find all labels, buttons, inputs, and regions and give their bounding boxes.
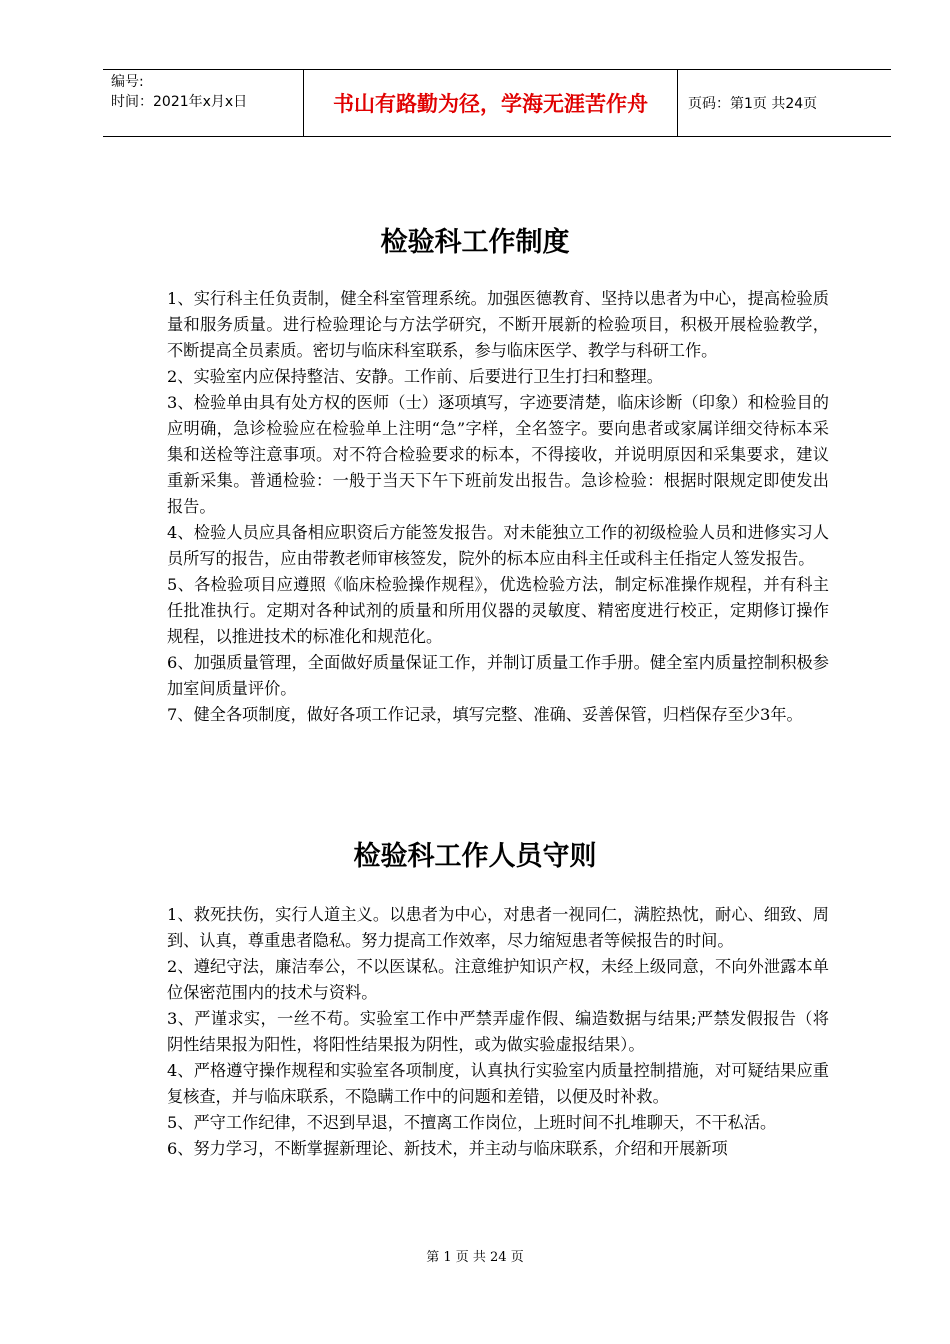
section1-title: 检验科工作制度: [380, 227, 570, 258]
header-page-label: 页码：第1页 共24页: [688, 96, 818, 112]
section2-item: 4、严格遵守操作规程和实验室各项制度，认真执行实验室内质量控制措施，对可疑结果应重复核查，并与临床联系，不隐瞒工作中的问题和差错，以便及时补救。: [167, 1061, 829, 1106]
section2-item: 2、遵纪守法，廉洁奉公，不以医谋私。注意维护知识产权，未经上级同意，不向外泄露本单位保密范围内的技术与资料。: [167, 957, 829, 1002]
section2-item: 1、救死扶伤，实行人道主义。以患者为中心，对患者一视同仁，满腔热忱，耐心、细致、周到、认真，尊重患者隐私。努力提高工作效率，尽力缩短患者等候报告的时间。: [167, 905, 829, 950]
section1-item: 4、检验人员应具备相应职资后方能签发报告。对未能独立工作的初级检验人员和进修实习人员所写的报告，应由带教老师审核签发，院外的标本应由科主任或科主任指定人签发报告。: [167, 523, 829, 568]
section2-title: 检验科工作人员守则: [353, 841, 597, 872]
header-meta: [103, 70, 304, 136]
header-date-label: 时间：2021年x月x日: [111, 94, 248, 110]
section1-body: [167, 286, 829, 728]
section2-item: 6、努力学习，不断掌握新理论、新技术，并主动与临床联系，介绍和开展新项: [167, 1139, 728, 1158]
section1-item: 7、健全各项制度，做好各项工作记录，填写完整、准确、妥善保管，归档保存至少3年。: [167, 705, 803, 724]
section2-body: [167, 902, 829, 1162]
section1-item: 1、实行科主任负责制，健全科室管理系统。加强医德教育、坚持以患者为中心，提高检验质量和服务质量。进行检验理论与方法学研究，不断开展新的检验项目，积极开展检验教学，不断提高全员素质。密切与临床科室联系，参与临床医学、教学与科研工作。: [167, 289, 829, 360]
header-number-label: 编号:: [111, 74, 144, 90]
section2-item: 3、严谨求实，一丝不苟。实验室工作中严禁弄虚作假、编造数据与结果;严禁发假报告（将阴性结果报为阳性，将阳性结果报为阴性，或为做实验虚报结果）。: [167, 1009, 829, 1054]
header-motto: 书山有路勤为径，学海无涯苦作舟: [304, 70, 678, 136]
section1-item: 2、实验室内应保持整洁、安静。工作前、后要进行卫生打扫和整理。: [167, 367, 663, 386]
section1-item: 6、加强质量管理，全面做好质量保证工作，并制订质量工作手册。健全室内质量控制积极参加室间质量评价。: [167, 653, 829, 698]
page-footer: 第 1 页 共 24 页: [426, 1250, 524, 1265]
section1-item: 3、检验单由具有处方权的医师（士）逐项填写，字迹要清楚，临床诊断（印象）和检验目的应明确，急诊检验应在检验单上注明“急”字样，全名签字。要向患者或家属详细交待标本采集和送检等注意事项。对不符合检验要求的标本，不得接收，并说明原因和采集要求，建议重新采集。普通检验：一般于当天下午下班前发出报告。急诊检验：根据时限规定即使发出报告。: [167, 393, 829, 516]
document-header: [103, 69, 891, 137]
section1-item: 5、各检验项目应遵照《临床检验操作规程》，优选检验方法，制定标准操作规程，并有科主任批准执行。定期对各种试剂的质量和所用仪器的灵敏度、精密度进行校正，定期修订操作规程，以推进技术的标准化和规范化。: [167, 575, 829, 646]
section2-item: 5、严守工作纪律，不迟到早退，不擅离工作岗位，上班时间不扎堆聊天，不干私活。: [167, 1113, 777, 1132]
